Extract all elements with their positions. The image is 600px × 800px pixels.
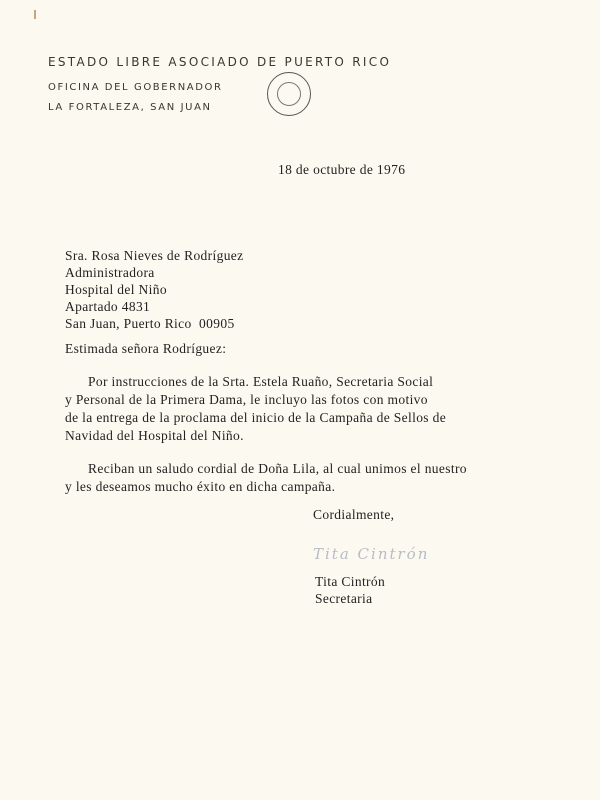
signer-name: Tita Cintrón	[315, 574, 386, 589]
recipient-line: Administradora	[65, 265, 155, 280]
letterhead-line-1: ESTADO LIBRE ASOCIADO DE PUERTO RICO	[48, 55, 392, 69]
paragraph-1-line: Navidad del Hospital del Niño.	[65, 428, 244, 443]
signer-title: Secretaria	[315, 591, 373, 606]
handwritten-signature: Tita Cintrón	[313, 545, 430, 563]
paragraph-2-line: Reciban un saludo cordial de Doña Lila, al cual unimos el nuestro	[88, 461, 467, 476]
recipient-line: Sra. Rosa Nieves de Rodríguez	[65, 248, 244, 263]
paragraph-1-line: Por instrucciones de la Srta. Estela Ruaño, Secretaria Social	[88, 374, 434, 389]
paper-stain	[34, 10, 36, 19]
recipient-line: Apartado 4831	[65, 299, 151, 314]
paragraph-2-line: y les deseamos mucho éxito en dicha campaña.	[65, 479, 336, 494]
paragraph-1-line: y Personal de la Primera Dama, le incluyo las fotos con motivo	[65, 392, 428, 407]
paragraph-1-line: de la entrega de la proclama del inicio de la Campaña de Sellos de	[65, 410, 447, 425]
recipient-line: Hospital del Niño	[65, 282, 167, 297]
official-seal-icon	[267, 72, 311, 116]
recipient-line: San Juan, Puerto Rico 00905	[65, 316, 235, 331]
letterhead-line-3: LA FORTALEZA, SAN JUAN	[48, 102, 212, 113]
closing: Cordialmente,	[313, 507, 395, 522]
salutation: Estimada señora Rodríguez:	[65, 341, 227, 356]
letterhead-line-2: OFICINA DEL GOBERNADOR	[48, 82, 223, 93]
letter-date: 18 de octubre de 1976	[278, 162, 406, 177]
